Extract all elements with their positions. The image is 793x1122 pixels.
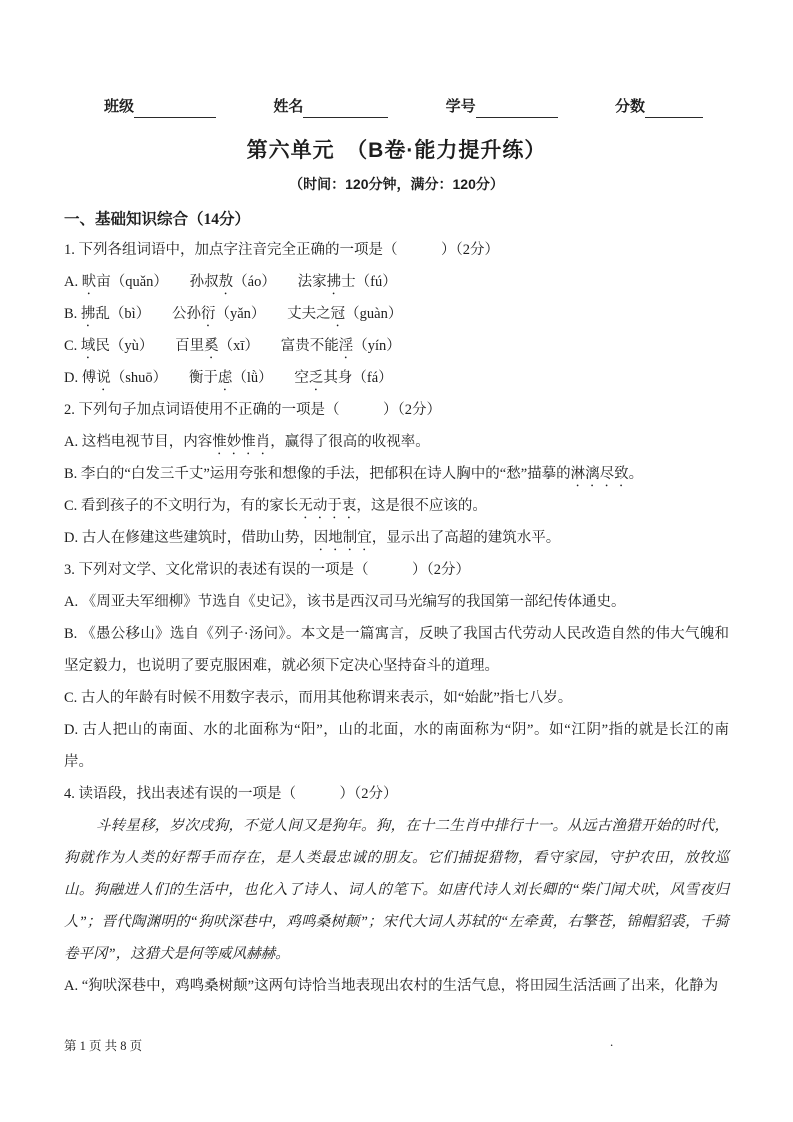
dotted-emphasis-text: 拂 — [326, 274, 342, 290]
dotted-emphasis-text: 冠 — [330, 306, 346, 322]
dotted-emphasis-text: 乏 — [308, 370, 324, 386]
text-segment: （guàn） — [345, 306, 403, 322]
question-area — [64, 234, 729, 1002]
q1-stem — [64, 234, 729, 266]
text-segment: 1. 下列各组词语中，加点字注音完全正确的一项是（ ）（2分） — [64, 242, 499, 258]
q1-option-b — [64, 298, 729, 330]
text-segment: 其身（fá） — [323, 370, 393, 386]
dotted-emphasis-text: 虑 — [217, 370, 233, 386]
text-segment: （áo） 法家 — [233, 274, 327, 290]
student-id-field — [446, 96, 558, 118]
text-segment: （shuō） 衡于 — [110, 370, 218, 386]
dotted-emphasis-text: 奚 — [204, 338, 219, 354]
class-label: 班级 — [104, 99, 135, 115]
score-label: 分数 — [614, 99, 645, 115]
text-segment: 4. 读语段，找出表述有误的一项是（ ）（2分） — [64, 786, 398, 802]
text-segment: C. 古人的年龄有时候不用数字表示，而用其他称谓来表示，如“始龀”指七八岁。 — [64, 690, 573, 706]
text-segment: B. 《愚公移山》选自《列子·汤问》。本文是一篇寓言，反映了我国古代劳动人民改造自然的伟大气魄和坚定毅力，也说明了要克服困难，就必须下定决心坚持奋斗的道理。 — [64, 626, 729, 674]
dotted-emphasis-text: 敖 — [218, 274, 234, 290]
dotted-emphasis-text: 惟妙惟肖 — [212, 434, 271, 450]
text-segment: C. — [64, 338, 81, 354]
exam-time-score-note: （时间：120分钟，满分：120分） — [289, 176, 504, 192]
q2-option-b — [64, 458, 729, 490]
page-content — [64, 0, 729, 1002]
text-segment: A. 《周亚夫军细柳》节选自《史记》，该书是西汉司马光编写的我国第一部纪传体通史。 — [64, 594, 626, 610]
text-segment: 斗转星移，岁次戌狗，不觉人间又是狗年。狗，在十二生肖中排行十一。从远古渔猎开始的时代，狗就作为人类的好帮手而存在，是人类最忠诚的朋友。它们捕捉猎物，看守家园，守护农田，放牧巡山。狗融进人们的生活中，也化入了诗人、词人的笔下。如唐代诗人刘长卿的“柴门闻犬吠，风雪夜归人”；晋代陶渊明的“狗吠深巷中，鸡鸣桑树颠”；宋代大词人苏轼的“左牵黄，右擎苍，锦帽貂裘，千骑卷平冈”，这猎犬是何等威风赫赫。 — [64, 818, 729, 962]
class-blank-line — [134, 99, 216, 118]
dotted-emphasis-text: 畎 — [81, 274, 97, 290]
q1-option-d — [64, 362, 729, 394]
stray-dot-mark: . — [610, 1034, 614, 1049]
text-segment: A. “狗吠深巷中，鸡鸣桑树颠”这两句诗恰当地表现出农村的生活气息，将田园生活活画了出来，化静为 — [64, 978, 719, 994]
text-segment: 2. 下列句子加点词语使用不正确的一项是（ ）（2分） — [64, 402, 441, 418]
name-field — [273, 96, 388, 118]
q3-option-b — [64, 618, 729, 682]
q4-passage — [64, 810, 729, 970]
q3-option-d — [64, 714, 729, 778]
text-segment: D. 傅 — [64, 370, 97, 386]
dotted-emphasis-text: 因地制宜 — [313, 530, 372, 546]
text-segment: 乱（bì） 公孙 — [95, 306, 201, 322]
name-blank-line — [303, 99, 388, 118]
text-segment: B. 李白的“白发三千丈”运用夸张和想像的手法，把郁积在诗人胸中的“愁”描摹的 — [64, 466, 571, 482]
q2-option-d — [64, 522, 729, 554]
text-segment: （lǜ） 空 — [232, 370, 309, 386]
text-segment: 3. 下列对文学、文化常识的表述有误的一项是（ ）（2分） — [64, 562, 470, 578]
text-segment: （xī） 富贵不能 — [218, 338, 339, 354]
q4-option-a — [64, 970, 729, 1002]
dotted-emphasis-text: 衍 — [200, 306, 216, 322]
text-segment: D. 古人在修建这些建筑时，借助山势， — [64, 530, 314, 546]
student-id-blank-line — [476, 99, 558, 118]
score-field — [615, 96, 703, 118]
text-segment: C. 看到孩子的不文明行为，有的家长 — [64, 498, 299, 514]
q2-option-a — [64, 426, 729, 458]
q1-option-a — [64, 266, 729, 298]
dotted-emphasis-text: 无动于衷 — [298, 498, 357, 514]
class-field — [104, 96, 216, 118]
text-segment: （yǎn） 丈夫之 — [215, 306, 331, 322]
student-info-row — [64, 0, 729, 118]
page-footer — [64, 1036, 142, 1056]
dotted-emphasis-text: 淋漓尽致 — [570, 466, 629, 482]
q3-option-c — [64, 682, 729, 714]
text-segment: ，这是很不应该的。 — [356, 498, 487, 514]
page-title: 第六单元 （B卷·能力提升练） — [246, 139, 547, 162]
text-segment: ，赢得了很高的收视率。 — [270, 434, 430, 450]
score-blank-line — [645, 99, 703, 118]
name-label: 姓名 — [273, 99, 304, 115]
page-number: 第 1 页 共 8 页 — [64, 1039, 143, 1053]
text-segment: D. 古人把山的南面、水的北面称为“阳”，山的北面，水的南面称为“阴”。如“江阴”指的就是长江的南岸。 — [64, 722, 729, 770]
dotted-emphasis-text: 淫 — [338, 338, 354, 354]
dotted-emphasis-text: 域 — [80, 338, 96, 354]
q2-option-c — [64, 490, 729, 522]
text-segment: A. — [64, 274, 82, 290]
text-segment: A. 这档电视节目，内容 — [64, 434, 213, 450]
student-id-label: 学号 — [445, 99, 476, 115]
text-segment: 亩（quǎn） 孙叔 — [96, 274, 219, 290]
dotted-emphasis-text: 拂 — [80, 306, 96, 322]
text-segment: B. — [64, 306, 81, 322]
text-segment: ，显示出了高超的建筑水平。 — [371, 530, 561, 546]
q3-option-a — [64, 586, 729, 618]
q3-stem — [64, 554, 729, 586]
text-segment: （yín） — [353, 338, 401, 354]
text-segment: 民（yù） 百里 — [95, 338, 205, 354]
q2-stem — [64, 394, 729, 426]
q4-stem — [64, 778, 729, 810]
text-segment: 士（fú） — [341, 274, 397, 290]
dotted-emphasis-text: 说 — [96, 370, 111, 386]
section-heading: 一、基础知识综合（14分） — [64, 211, 251, 228]
q1-option-c — [64, 330, 729, 362]
text-segment: 。 — [628, 466, 644, 482]
